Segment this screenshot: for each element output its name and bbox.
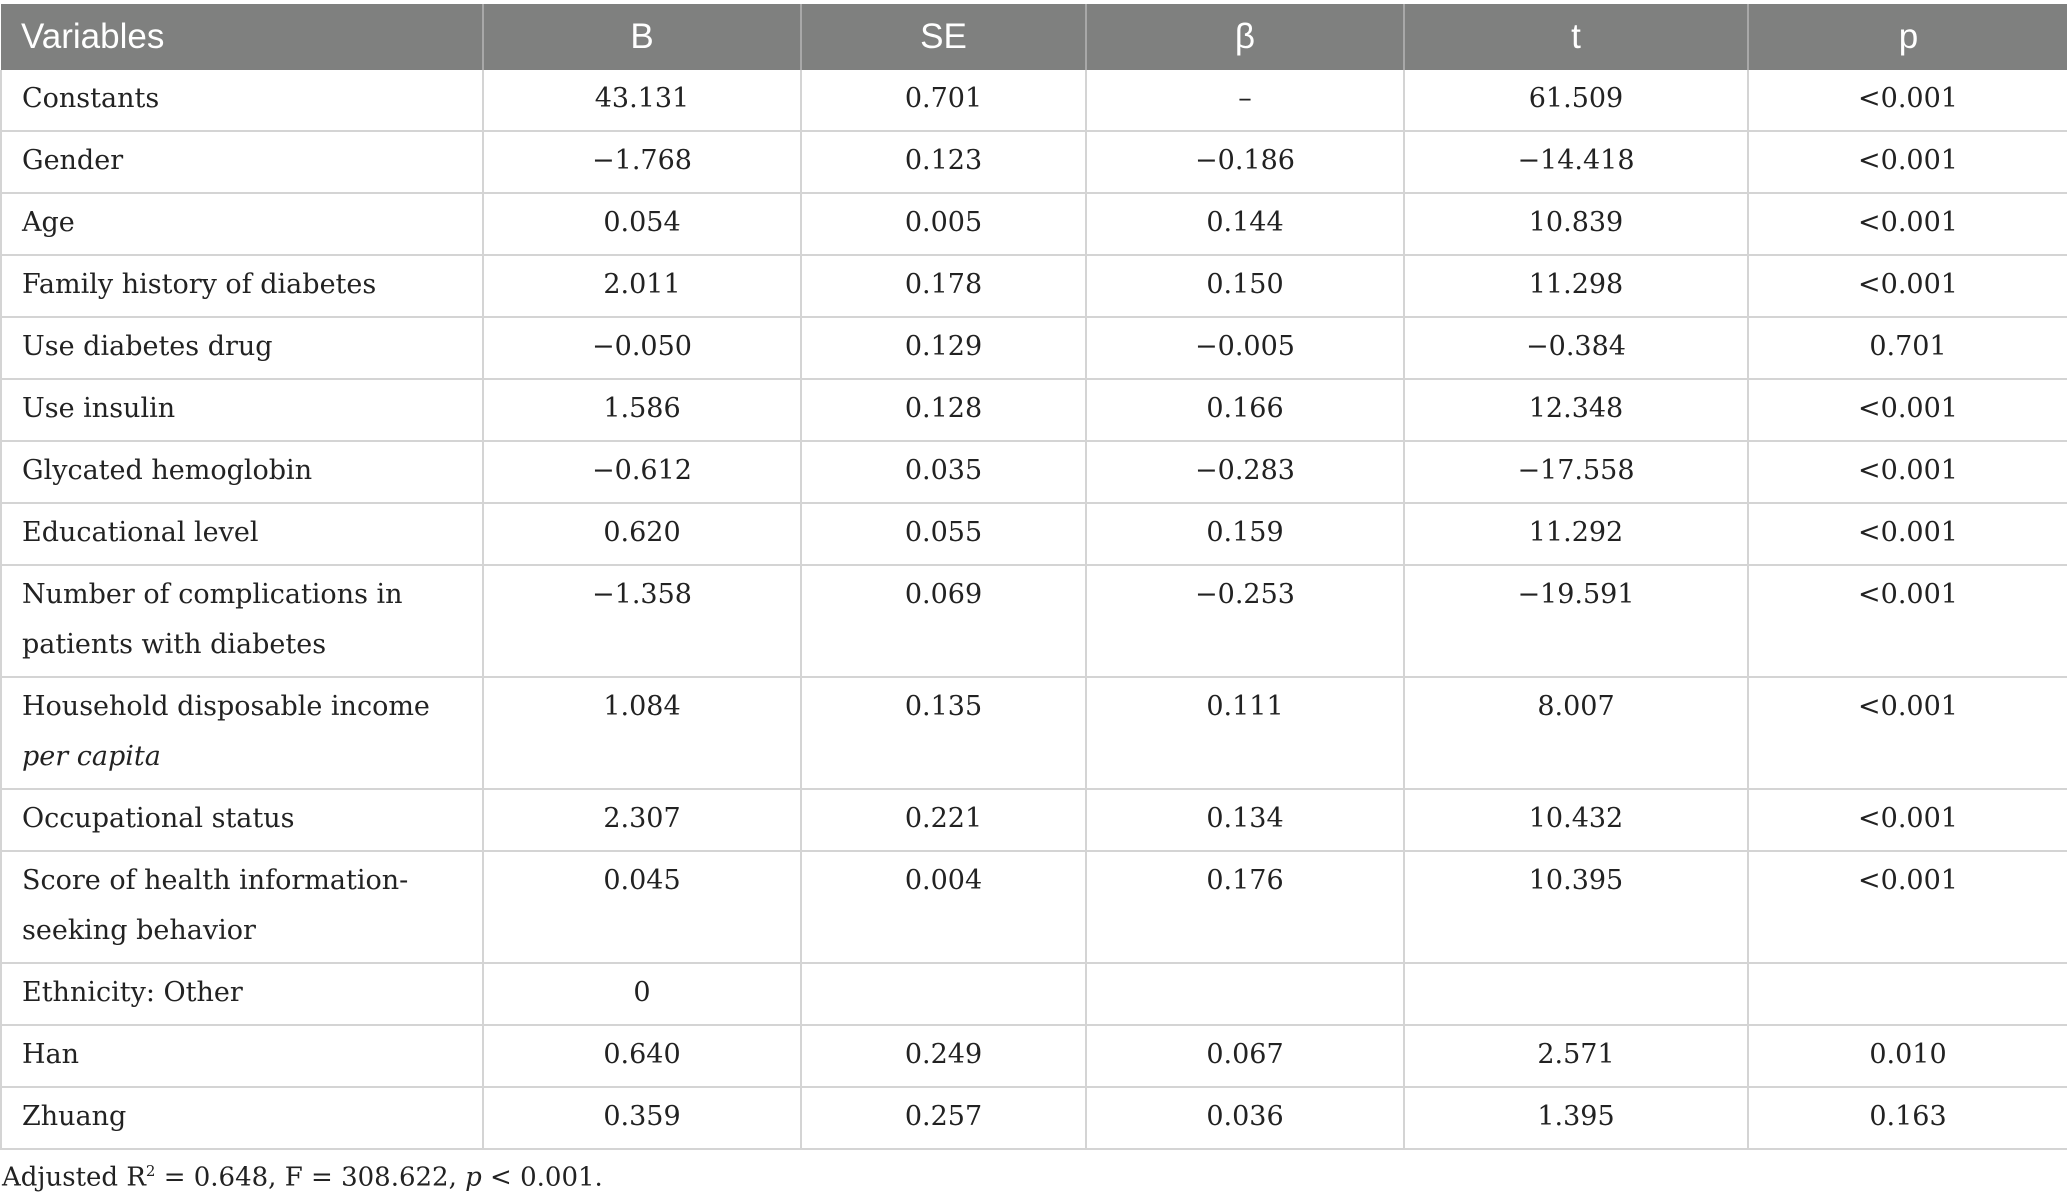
value-se: 0.055: [904, 517, 983, 548]
variable-name: [22, 132, 468, 186]
value-t: −14.418: [1517, 145, 1635, 176]
table-row: [1, 379, 2067, 441]
cell-beta: [1086, 503, 1404, 565]
value-t: 11.292: [1528, 517, 1624, 548]
value-b: 43.131: [594, 83, 690, 114]
value-p: <0.001: [1858, 455, 1958, 486]
cell-b: [483, 255, 801, 317]
variable-label: Number of complications in patients with diabetes: [22, 579, 403, 660]
value-p: <0.001: [1858, 803, 1958, 834]
header-variables: Variables: [1, 4, 483, 70]
value-beta: 0.036: [1206, 1101, 1284, 1132]
value-t: 8.007: [1537, 691, 1615, 722]
cell-b: [483, 1087, 801, 1149]
value-t: 2.571: [1537, 1039, 1615, 1070]
cell-beta: [1086, 317, 1404, 379]
cell-p: [1748, 963, 2067, 1025]
variable-name: [22, 852, 468, 956]
table-row: [1, 193, 2067, 255]
table-row: [1, 1025, 2067, 1087]
cell-se: [801, 1025, 1086, 1087]
variable-cell: [1, 503, 483, 565]
cell-p: [1748, 789, 2067, 851]
value-p: <0.001: [1858, 691, 1958, 722]
header-b: B: [483, 4, 801, 70]
variable-label: Use insulin: [22, 393, 176, 424]
value-t: [1405, 964, 1747, 968]
footnote-superscript: 2: [145, 1162, 156, 1180]
cell-se: [801, 565, 1086, 677]
cell-se: [801, 677, 1086, 789]
value-se: 0.035: [904, 455, 983, 486]
variable-cell: [1, 193, 483, 255]
cell-se: [801, 193, 1086, 255]
value-p: [1749, 964, 2067, 968]
cell-t: [1404, 789, 1748, 851]
table-row: [1, 963, 2067, 1025]
value-b: −0.612: [592, 455, 692, 486]
value-b: −0.050: [592, 331, 692, 362]
variable-cell: [1, 851, 483, 963]
cell-b: [483, 379, 801, 441]
variable-label-italic: per capita: [22, 741, 161, 772]
value-beta: 0.067: [1206, 1039, 1284, 1070]
cell-se: [801, 379, 1086, 441]
value-beta: 0.159: [1206, 517, 1284, 548]
value-se: 0.257: [904, 1101, 983, 1132]
table-row: [1, 441, 2067, 503]
footnote-prefix: Adjusted R: [2, 1162, 146, 1193]
value-b: 0.359: [603, 1101, 681, 1132]
header-t: t: [1404, 4, 1748, 70]
value-b: 0.045: [603, 865, 681, 896]
variable-name: [22, 566, 468, 670]
variable-label: Occupational status: [22, 803, 295, 834]
variable-label: Household disposable income: [22, 691, 430, 722]
cell-b: [483, 789, 801, 851]
variable-name: [22, 194, 468, 248]
cell-t: [1404, 317, 1748, 379]
header-se: SE: [801, 4, 1086, 70]
value-beta: −0.283: [1195, 455, 1295, 486]
variable-label: Zhuang: [22, 1101, 127, 1132]
variable-cell: [1, 963, 483, 1025]
cell-p: [1748, 565, 2067, 677]
cell-b: [483, 441, 801, 503]
cell-b: [483, 677, 801, 789]
variable-name: [22, 1026, 468, 1080]
value-beta: 0.176: [1206, 865, 1284, 896]
cell-b: [483, 963, 801, 1025]
cell-beta: [1086, 131, 1404, 193]
variable-name: [22, 256, 468, 310]
value-t: 10.432: [1528, 803, 1624, 834]
value-beta: –: [1238, 83, 1252, 114]
cell-se: [801, 255, 1086, 317]
value-b: 0: [633, 977, 651, 1008]
table-header: [1, 4, 2067, 70]
value-se: 0.123: [904, 145, 983, 176]
value-beta: 0.144: [1206, 207, 1284, 238]
cell-p: [1748, 503, 2067, 565]
cell-b: [483, 565, 801, 677]
cell-b: [483, 70, 801, 131]
variable-cell: [1, 565, 483, 677]
value-p: <0.001: [1858, 83, 1958, 114]
value-t: 1.395: [1537, 1101, 1615, 1132]
table-row: [1, 70, 2067, 131]
variable-label: Gender: [22, 145, 124, 176]
variable-name: [22, 380, 468, 434]
value-beta: 0.150: [1206, 269, 1284, 300]
variable-cell: [1, 131, 483, 193]
value-beta: −0.005: [1195, 331, 1295, 362]
value-p: <0.001: [1858, 517, 1958, 548]
variable-cell: [1, 379, 483, 441]
variable-cell: [1, 1025, 483, 1087]
cell-t: [1404, 1025, 1748, 1087]
variable-label: Score of health information-seeking behavior: [22, 865, 409, 946]
cell-beta: [1086, 677, 1404, 789]
value-b: 0.640: [603, 1039, 681, 1070]
cell-p: [1748, 317, 2067, 379]
value-b: 0.054: [603, 207, 681, 238]
value-p: 0.701: [1869, 331, 1947, 362]
cell-beta: [1086, 851, 1404, 963]
cell-t: [1404, 193, 1748, 255]
value-b: −1.768: [592, 145, 692, 176]
table-row: [1, 565, 2067, 677]
table-row: [1, 851, 2067, 963]
variable-name: [22, 1088, 468, 1142]
cell-se: [801, 131, 1086, 193]
table-row: [1, 677, 2067, 789]
variable-label: Age: [22, 207, 75, 238]
value-se: 0.069: [904, 579, 983, 610]
variable-cell: [1, 789, 483, 851]
cell-se: [801, 70, 1086, 131]
value-t: 11.298: [1528, 269, 1624, 300]
value-b: 2.307: [603, 803, 681, 834]
cell-p: [1748, 677, 2067, 789]
value-b: 0.620: [603, 517, 681, 548]
value-b: 2.011: [603, 269, 681, 300]
cell-se: [801, 963, 1086, 1025]
cell-p: [1748, 379, 2067, 441]
variable-cell: [1, 1087, 483, 1149]
cell-beta: [1086, 441, 1404, 503]
cell-t: [1404, 131, 1748, 193]
cell-t: [1404, 70, 1748, 131]
value-se: 0.004: [904, 865, 983, 896]
variable-name: [22, 964, 468, 1018]
variable-name: [22, 318, 468, 372]
value-t: 12.348: [1528, 393, 1624, 424]
table-row: [1, 255, 2067, 317]
value-beta: 0.111: [1206, 691, 1284, 722]
variable-label: Educational level: [22, 517, 259, 548]
cell-beta: [1086, 193, 1404, 255]
cell-b: [483, 1025, 801, 1087]
value-se: 0.178: [904, 269, 983, 300]
cell-b: [483, 193, 801, 255]
value-p: <0.001: [1858, 145, 1958, 176]
variable-name: [22, 70, 468, 124]
cell-t: [1404, 963, 1748, 1025]
cell-t: [1404, 565, 1748, 677]
value-p: 0.163: [1869, 1101, 1947, 1132]
cell-t: [1404, 503, 1748, 565]
header-p: p: [1748, 4, 2067, 70]
cell-p: [1748, 131, 2067, 193]
value-beta: 0.134: [1206, 803, 1284, 834]
variable-cell: [1, 70, 483, 131]
value-se: 0.249: [904, 1039, 983, 1070]
value-p: <0.001: [1858, 207, 1958, 238]
cell-se: [801, 851, 1086, 963]
variable-cell: [1, 317, 483, 379]
regression-table: [0, 4, 2067, 1150]
value-p: <0.001: [1858, 269, 1958, 300]
variable-label: Glycated hemoglobin: [22, 455, 313, 486]
table-row: [1, 1087, 2067, 1149]
cell-p: [1748, 1025, 2067, 1087]
value-beta: 0.166: [1206, 393, 1284, 424]
variable-cell: [1, 441, 483, 503]
cell-p: [1748, 70, 2067, 131]
table-footnote: [2, 1162, 603, 1193]
table-row: [1, 503, 2067, 565]
variable-name: [22, 678, 468, 782]
variable-cell: [1, 677, 483, 789]
value-p: 0.010: [1869, 1039, 1947, 1070]
header-beta: β: [1086, 4, 1404, 70]
cell-se: [801, 441, 1086, 503]
value-t: −17.558: [1517, 455, 1635, 486]
cell-p: [1748, 255, 2067, 317]
cell-t: [1404, 1087, 1748, 1149]
value-t: −0.384: [1526, 331, 1626, 362]
variable-cell: [1, 255, 483, 317]
value-se: [802, 964, 1085, 968]
value-t: 10.395: [1528, 865, 1624, 896]
cell-b: [483, 851, 801, 963]
cell-se: [801, 1087, 1086, 1149]
cell-t: [1404, 441, 1748, 503]
cell-t: [1404, 677, 1748, 789]
value-se: 0.128: [904, 393, 983, 424]
value-p: <0.001: [1858, 865, 1958, 896]
cell-t: [1404, 379, 1748, 441]
cell-b: [483, 131, 801, 193]
cell-p: [1748, 441, 2067, 503]
table-row: [1, 317, 2067, 379]
regression-table-container: [0, 4, 2067, 1150]
variable-name: [22, 442, 468, 496]
value-se: 0.129: [904, 331, 983, 362]
cell-t: [1404, 255, 1748, 317]
variable-label: Family history of diabetes: [22, 269, 377, 300]
cell-p: [1748, 851, 2067, 963]
value-se: 0.005: [904, 207, 983, 238]
value-b: 1.586: [603, 393, 681, 424]
footnote-suffix: < 0.001.: [481, 1162, 603, 1193]
cell-se: [801, 317, 1086, 379]
variable-label: Han: [22, 1039, 80, 1070]
value-p: <0.001: [1858, 393, 1958, 424]
cell-beta: [1086, 789, 1404, 851]
cell-p: [1748, 1087, 2067, 1149]
cell-se: [801, 789, 1086, 851]
cell-beta: [1086, 255, 1404, 317]
value-t: 61.509: [1528, 83, 1624, 114]
footnote-italic: p: [465, 1162, 482, 1193]
value-b: −1.358: [592, 579, 692, 610]
cell-t: [1404, 851, 1748, 963]
variable-label: Use diabetes drug: [22, 331, 273, 362]
value-beta: −0.253: [1195, 579, 1295, 610]
cell-b: [483, 317, 801, 379]
value-beta: −0.186: [1195, 145, 1295, 176]
table-body: [1, 70, 2067, 1149]
variable-label: Constants: [22, 83, 160, 114]
cell-beta: [1086, 565, 1404, 677]
table-row: [1, 789, 2067, 851]
value-se: 0.221: [904, 803, 983, 834]
cell-b: [483, 503, 801, 565]
variable-label: Ethnicity: Other: [22, 977, 243, 1008]
cell-beta: [1086, 1087, 1404, 1149]
table-row: [1, 131, 2067, 193]
value-b: 1.084: [603, 691, 681, 722]
value-se: 0.701: [904, 83, 983, 114]
cell-p: [1748, 193, 2067, 255]
cell-beta: [1086, 963, 1404, 1025]
value-beta: [1087, 964, 1403, 968]
cell-beta: [1086, 1025, 1404, 1087]
cell-beta: [1086, 70, 1404, 131]
variable-name: [22, 790, 468, 844]
cell-se: [801, 503, 1086, 565]
value-se: 0.135: [904, 691, 983, 722]
variable-name: [22, 504, 468, 558]
header-row: [1, 4, 2067, 70]
value-t: −19.591: [1517, 579, 1635, 610]
value-p: <0.001: [1858, 579, 1958, 610]
footnote-middle: = 0.648, F = 308.622,: [155, 1162, 466, 1193]
cell-beta: [1086, 379, 1404, 441]
value-t: 10.839: [1528, 207, 1624, 238]
